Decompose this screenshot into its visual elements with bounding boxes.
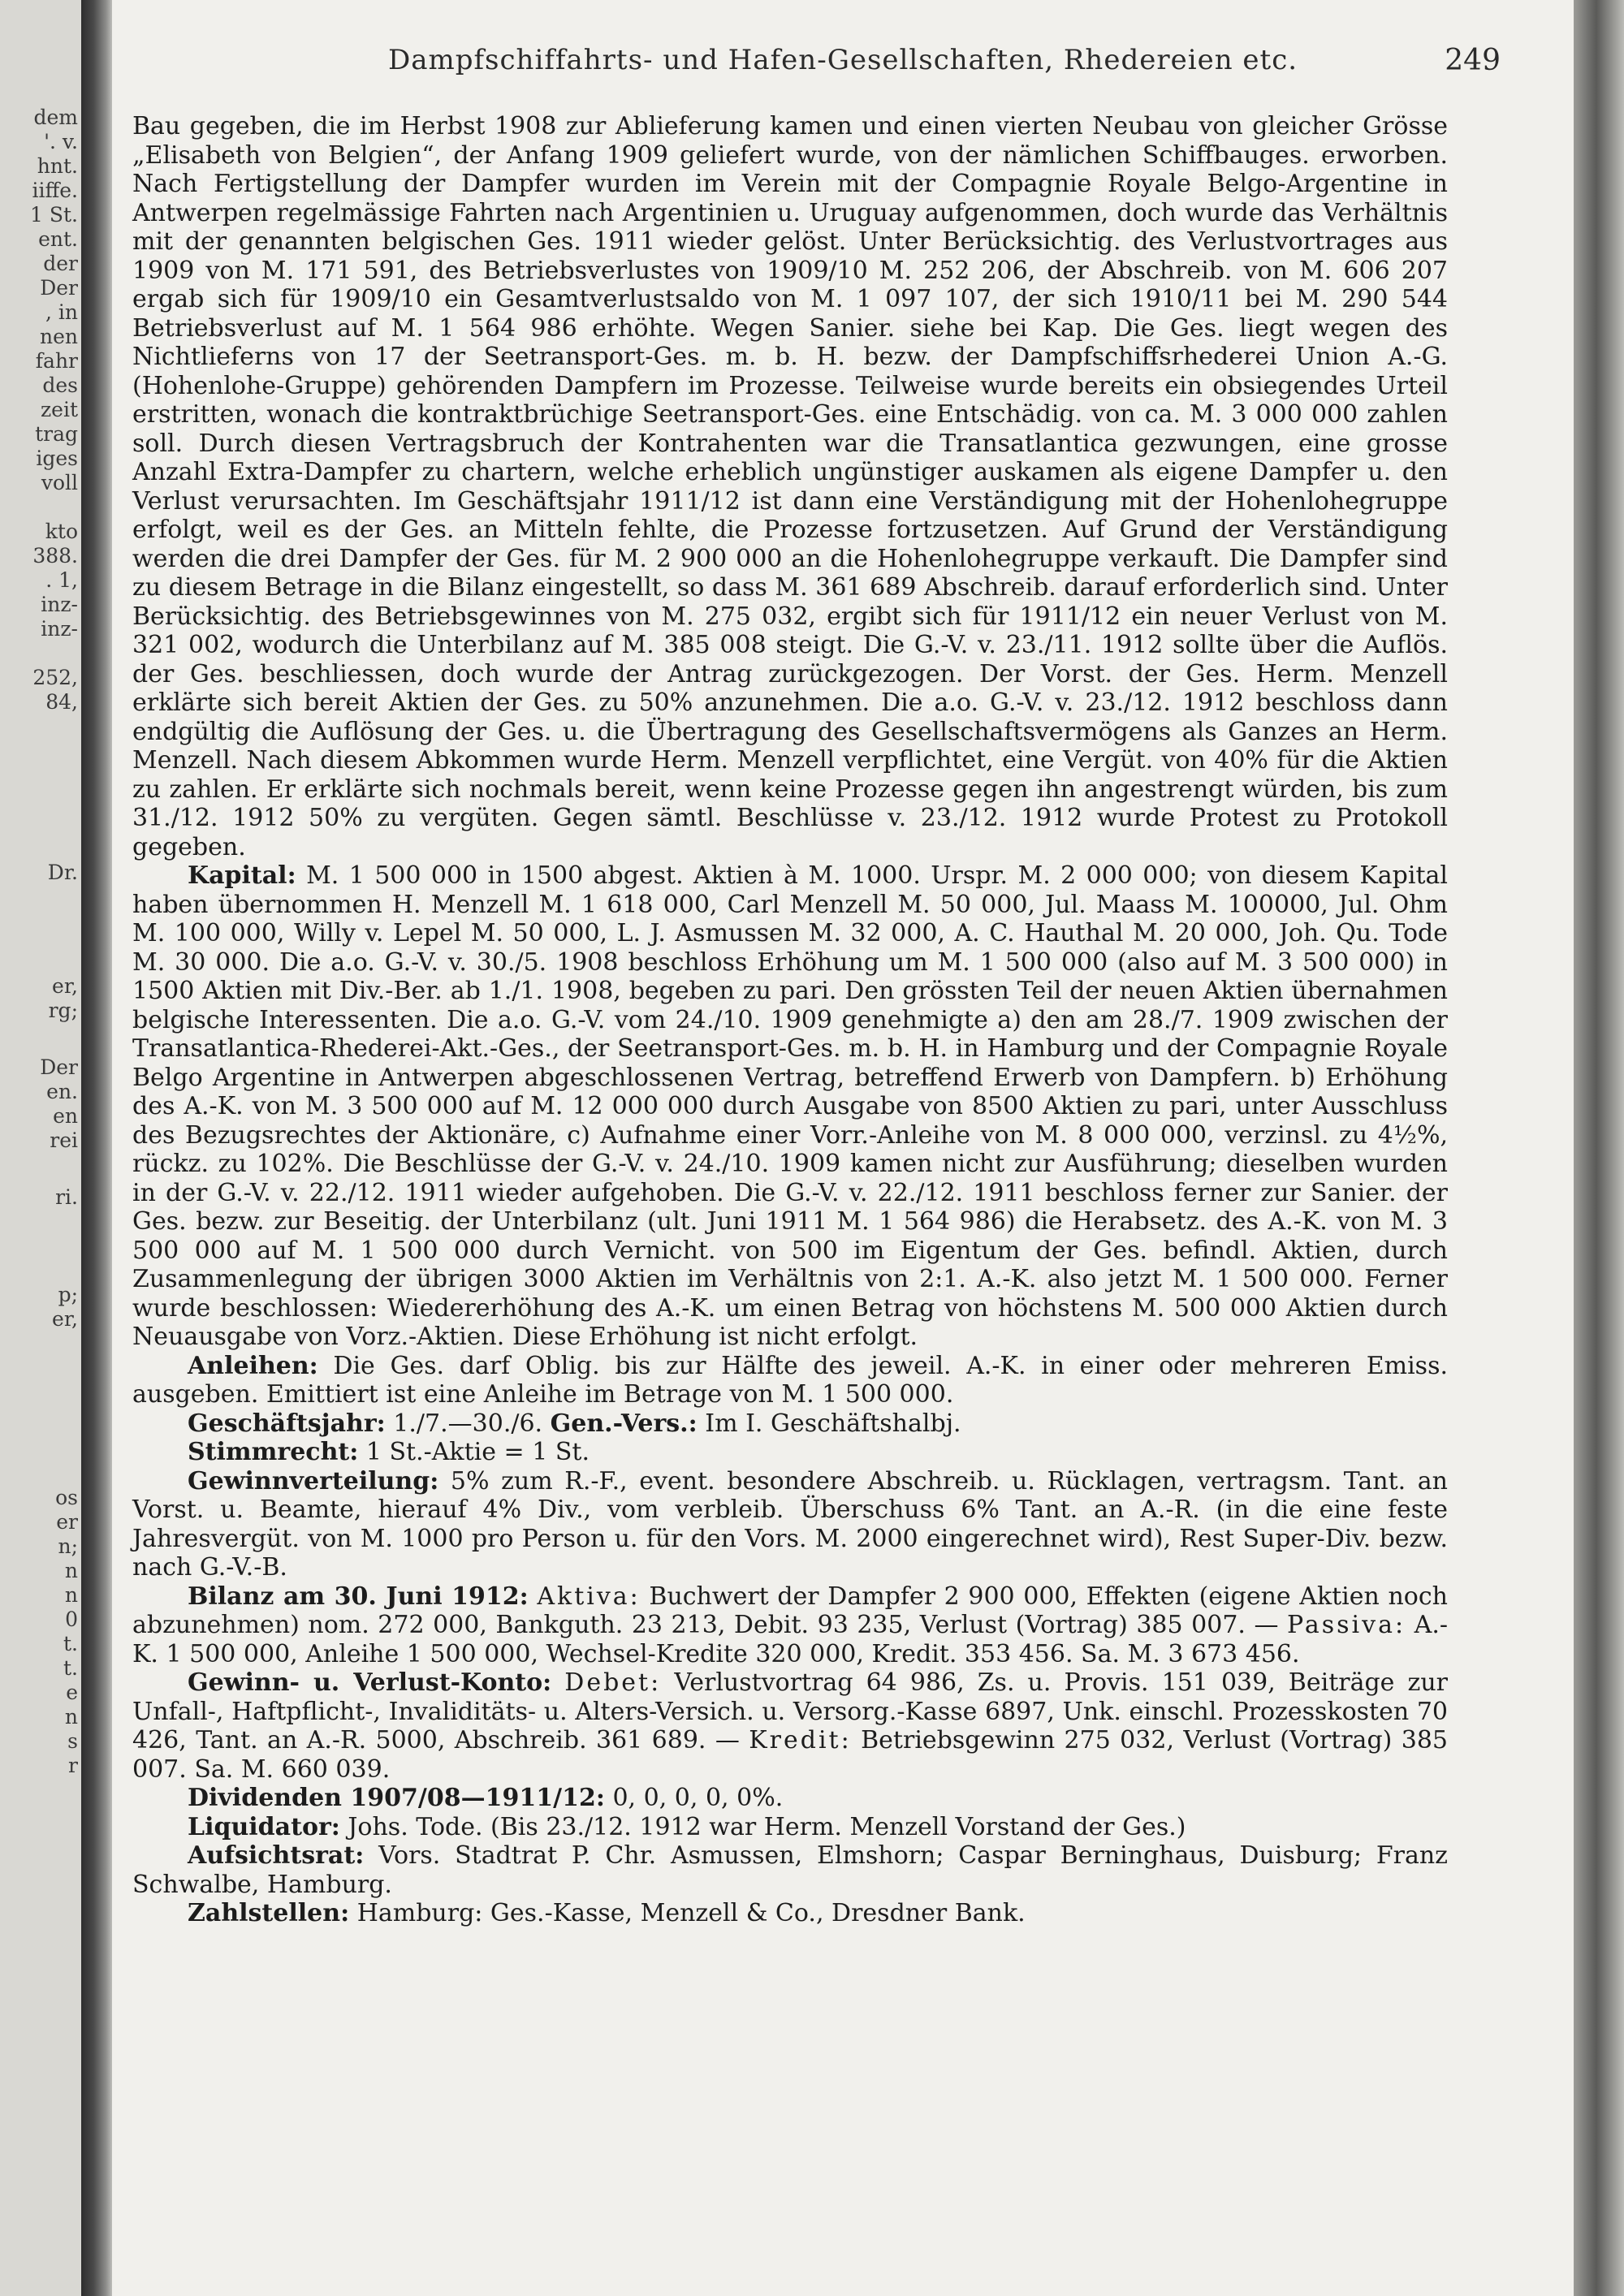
adjacent-page-text: iiffe. (32, 179, 78, 202)
page-body (132, 112, 1448, 1928)
kapital-text: M. 1 500 000 in 1500 abgest. Aktien à M. 1000. Urspr. M. 2 000 000; von diesem Kapital haben übernommen H. Menzell M. 1 618 000, Carl Menzell M. 50 000, Jul. Maass M. 100000, Jul. Ohm M. 100 000, Willy v. Lepel M. 50 000, L. J. Asmussen M. 32 000, A. C. Hauthal M. 20 000, Joh. Qu. Tode M. 30 000. Die a.o. G.-V. v. 30./5. 1908 beschloss Erhöhung um M. 1 500 000 (also auf M. 3 500 000) in 1500 Aktien mit Div.-Ber. ab 1./1. 1908, begeben zu pari. Den grössten Teil der neuen Aktien übernahmen belgische Interessenten. Die a.o. G.-V. vom 24./10. 1909 genehmigte a) den am 28./7. 1909 zwischen der Transatlantica-Rhederei-Akt.-Ges., der Seetransport-Ges. m. b. H. in Hamburg und der Compagnie Royale Belgo Argentine in Antwerpen abgeschlossenen Vertrag, betreffend Erwerb von Dampfern. b) Erhöhung des A.-K. von M. 3 500 000 auf M. 12 000 000 durch Ausgabe von 8500 Aktien zu pari, unter Ausschluss des Bezugsrechtes der Aktionäre, c) Aufnahme einer Vorr.-Anleihe von M. 8 000 000, verzinsl. zu 4½%, rückz. zu 102%. Die Beschlüsse der G.-V. v. 24./10. 1909 kamen nicht zur Ausführung; dieselben wurden in der G.-V. v. 22./12. 1911 wieder aufgehoben. Die G.-V. v. 22./12. 1911 beschloss ferner zur Sanier. der Ges. bezw. zur Beseitig. der Unterbilanz (ult. Juni 1911 M. 1 564 986) die Herabsetz. des A.-K. von M. 3 500 000 auf M. 1 500 000 durch Vernicht. von 500 im Eigentum der Ges. befindl. Aktien, durch Zusammenlegung der übrigen 3000 Aktien im Verhältnis von 2:1. A.-K. also jetzt M. 1 500 000. Ferner wurde beschlossen: Wiedererhöhung des A.-K. um einen Betrag von höchstens M. 500 000 Aktien durch Neuausgabe von Vorz.-Aktien. Diese Erhöhung ist nicht erfolgt. (132, 861, 1448, 1351)
geschaeftsjahr-text: 1./7.—30./6. (393, 1409, 543, 1438)
book-page (112, 0, 1574, 2296)
adjacent-page-text: 1 St. (30, 203, 78, 227)
dividenden-label: Dividenden 1907/08—1911/12: (188, 1784, 605, 1812)
dividenden-text: 0, 0, 0, 0, 0%. (612, 1784, 784, 1812)
adjacent-page-text: 388. (32, 544, 78, 568)
debet-label: Debet: (564, 1668, 662, 1697)
gewinnverteilung-section (132, 1467, 1448, 1582)
adjacent-page-text: der (43, 252, 78, 275)
guv-section (132, 1668, 1448, 1784)
adjacent-page-text: iges (36, 447, 78, 470)
zahlstellen-text: Hamburg: Ges.-Kasse, Menzell & Co., Dresdner Bank. (356, 1899, 1026, 1927)
aufsichtsrat-section (132, 1841, 1448, 1899)
adjacent-page-text: er, (52, 1307, 78, 1331)
adjacent-page-text: hnt. (37, 154, 78, 178)
adjacent-page-text: des (42, 373, 78, 397)
stimmrecht-label: Stimmrecht: (188, 1438, 359, 1466)
adjacent-page-text: ri. (55, 1185, 78, 1209)
adjacent-page-text: t. (63, 1656, 78, 1680)
gen-vers-text: Im I. Geschäftshalbj. (705, 1409, 961, 1438)
stimmrecht-text: 1 St.-Aktie = 1 St. (365, 1438, 590, 1466)
adjacent-page-text: en (53, 1104, 78, 1128)
adjacent-page-text: n; (58, 1534, 78, 1558)
adjacent-page-text: rg; (48, 999, 78, 1022)
adjacent-page-text: ent. (38, 227, 78, 251)
geschaeftsjahr-label: Geschäftsjahr: (188, 1409, 386, 1438)
adjacent-page-text: '. v. (44, 130, 78, 153)
bilanz-label: Bilanz am 30. Juni 1912: (188, 1582, 529, 1611)
adjacent-page-text: trag (35, 422, 78, 446)
liquidator-section (132, 1813, 1448, 1842)
adjacent-page-text: zeit (40, 398, 78, 421)
adjacent-page-text: n (64, 1583, 78, 1607)
zahlstellen-section (132, 1899, 1448, 1928)
debet-text: Verlustvortrag 64 986, Zs. u. Provis. 151 039, Beiträge zur Unfall-, Haftpflicht-, Invaliditäts- u. Alters-Versich. u. Versorg.-Kasse 6897, Unk. einschl. Prozesskosten 70 426, Tant. an A.-R. 5000, Abschreib. 361 689. — (132, 1668, 1448, 1754)
adjacent-page-text: . 1, (45, 568, 78, 592)
gewinnverteilung-text: 5% zum R.-F., event. besondere Abschreib. u. Rücklagen, vertragsm. Tant. an Vorst. u. Beamte, hierauf 4% Div., vom verbleib. Überschuss 6% Tant. an A.-R. (in die eine feste Jahresvergüt. von M. 1000 pro Person u. für den Vors. M. 2000 eingerechnet wird), Rest Super-Div. bezw. nach G.-V.-B. (132, 1466, 1448, 1582)
aufsichtsrat-label: Aufsichtsrat: (188, 1841, 365, 1870)
adjacent-page-text: s (67, 1729, 78, 1753)
adjacent-page-text: t. (63, 1632, 78, 1655)
passiva-text: A.-K. 1 500 000, Anleihe 1 500 000, Wechsel-Kredite 320 000, Kredit. 353 456. Sa. M. 3 673 456. (132, 1611, 1448, 1668)
aktiva-label: Aktiva: (537, 1582, 641, 1611)
page-edge-shadow (1574, 0, 1624, 2296)
adjacent-page-text: dem (33, 106, 78, 129)
adjacent-page-text: fahr (35, 349, 78, 373)
adjacent-page-text: 252, (32, 666, 78, 689)
adjacent-page-text: 0 (65, 1608, 78, 1631)
adjacent-page-text: Der (40, 1055, 78, 1079)
intro-paragraph: Bau gegeben, die im Herbst 1908 zur Ablieferung kamen und einen vierten Neubau von gleicher Grösse „Elisabeth von Belgien“, der Anfang 1909 geliefert wurde, von der nämlichen Schiffbauges. erworben. Nach Fertigstellung der Dampfer wurden im Verein mit der Compagnie Royale Belgo-Argentine in Antwerpen regelmässige Fahrten nach Argentinien u. Uruguay aufgenommen, doch wurde das Verhältnis mit der genannten belgischen Ges. 1911 wieder gelöst. Unter Berücksichtig. des Verlustvortrages aus 1909 von M. 171 591, des Betriebsverlustes von 1909/10 M. 252 206, der Abschreib. von M. 606 207 ergab sich für 1909/10 ein Gesamtverlustsaldo von M. 1 097 107, der sich 1910/11 bei M. 290 544 Betriebsverlust auf M. 1 564 986 erhöhte. Wegen Sanier. siehe bei Kap. Die Ges. liegt wegen des Nichtlieferns von 17 der Seetransport-Ges. m. b. H. bezw. der Dampfschiffsrhederei Union A.-G. (Hohenlohe-Gruppe) gehörenden Dampfern im Prozesse. Teilweise wurde bereits ein obsiegendes Urteil erstritten, wonach die kontraktbrüchige Seetransport-Ges. eine Entschädig. von ca. M. 3 000 000 zahlen soll. Durch diesen Vertragsbruch der Kontrahenten war die Transatlantica gezwungen, eine grosse Anzahl Extra-Dampfer zu chartern, welche erheblich ungünstiger auskamen als eigene Dampfer u. den Verlust verursachten. Im Geschäftsjahr 1911/12 ist dann eine Verständigung mit der Hohenlohegruppe erfolgt, weil es der Ges. an Mitteln fehlte, die Prozesse fortzusetzen. Auf Grund der Verständigung werden die drei Dampfer der Ges. für M. 2 900 000 an die Hohenlohegruppe verkauft. Die Dampfer sind zu diesem Betrage in die Bilanz eingestellt, so dass M. 361 689 Abschreib. darauf erforderlich sind. Unter Berücksichtig. des Betriebsgewinnes von M. 275 032, ergibt sich für 1911/12 ein neuer Verlust von M. 321 002, wodurch die Unterbilanz auf M. 385 008 steigt. Die G.-V. v. 23./11. 1912 sollte über die Auflös. der Ges. beschliessen, doch wurde der Antrag zurückgezogen. Der Vorst. der Ges. Herm. Menzell erklärte sich bereit Aktien der Ges. zu 50% anzunehmen. Die a.o. G.-V. v. 23./12. 1912 beschloss dann endgültig die Auflösung der Ges. u. die Übertragung des Gesellschaftsvermögens als Ganzes an Herm. Menzell. Nach diesem Abkommen wurde Herm. Menzell verpflichtet, eine Vergüt. von 40% für die Aktien zu zahlen. Er erklärte sich nochmals bereit, wenn keine Prozesse gegen ihn angestrengt würden, bis zum 31./12. 1912 50% zu vergüten. Gegen sämtl. Beschlüsse v. 23./12. 1912 wurde Protest zu Protokoll gegeben. (132, 112, 1448, 861)
adjacent-page-text: Der (40, 276, 78, 300)
kapital-label: Kapital: (188, 861, 296, 890)
adjacent-page-text: kto (45, 520, 78, 543)
kredit-label: Kredit: (749, 1726, 852, 1754)
passiva-label: Passiva: (1287, 1611, 1406, 1639)
gewinnverteilung-label: Gewinnverteilung: (188, 1466, 439, 1495)
page-header (112, 44, 1574, 80)
dividenden-section (132, 1784, 1448, 1813)
gen-vers-label: Gen.-Vers.: (550, 1409, 698, 1438)
adjacent-page-text: , in (45, 300, 78, 324)
adjacent-page-text: 84, (45, 690, 78, 714)
running-head: Dampfschiffahrts- und Hafen-Gesellschaften, Rhedereien etc. (387, 44, 1298, 76)
adjacent-page-text: inz- (41, 593, 78, 616)
zahlstellen-label: Zahlstellen: (188, 1899, 350, 1927)
adjacent-page-text: e (66, 1681, 78, 1704)
adjacent-page-text: os (55, 1486, 78, 1509)
adjacent-page-text: nen (40, 325, 78, 348)
aufsichtsrat-text: Vors. Stadtrat P. Chr. Asmussen, Elmshorn; Caspar Berninghaus, Duisburg; Franz Schwalbe, Hamburg. (132, 1841, 1448, 1899)
adjacent-page-text: p; (58, 1283, 78, 1306)
geschaeftsjahr-section (132, 1409, 1448, 1439)
adjacent-page-text: n (64, 1559, 78, 1582)
adjacent-page-text: er, (52, 974, 78, 998)
liquidator-label: Liquidator: (188, 1812, 340, 1841)
bilanz-section (132, 1582, 1448, 1669)
anleihen-text: Die Ges. darf Oblig. bis zur Hälfte des jeweil. A.-K. in einer oder mehreren Emiss. ausgeben. Emittiert ist eine Anleihe im Betrage von M. 1 500 000. (132, 1351, 1448, 1409)
book-gutter (81, 0, 112, 2296)
page-number: 249 (1445, 44, 1501, 77)
liquidator-text: Johs. Tode. (Bis 23./12. 1912 war Herm. Menzell Vorstand der Ges.) (348, 1812, 1186, 1841)
kapital-section (132, 861, 1448, 1352)
adjacent-page-text: er (56, 1510, 78, 1534)
adjacent-page-fragment (0, 0, 81, 2296)
kredit-text: Betriebsgewinn 275 032, Verlust (Vortrag) 385 007. Sa. M. 660 039. (132, 1726, 1448, 1784)
adjacent-page-text: rei (50, 1129, 78, 1152)
aktiva-text: Buchwert der Dampfer 2 900 000, Effekten (eigene Aktien noch abzunehmen) nom. 272 000, Bankguth. 23 213, Debit. 93 235, Verlust (Vortrag) 385 007. — (132, 1582, 1448, 1639)
adjacent-page-text: r (68, 1754, 78, 1777)
adjacent-page-text: n (64, 1705, 78, 1728)
adjacent-page-text: inz- (41, 617, 78, 641)
adjacent-page-text: voll (41, 471, 78, 494)
stimmrecht-section (132, 1438, 1448, 1467)
adjacent-page-text: en. (46, 1080, 78, 1103)
anleihen-label: Anleihen: (188, 1351, 318, 1380)
adjacent-page-text: Dr. (47, 861, 78, 884)
anleihen-section (132, 1352, 1448, 1409)
guv-label: Gewinn- u. Verlust-Konto: (188, 1668, 552, 1697)
